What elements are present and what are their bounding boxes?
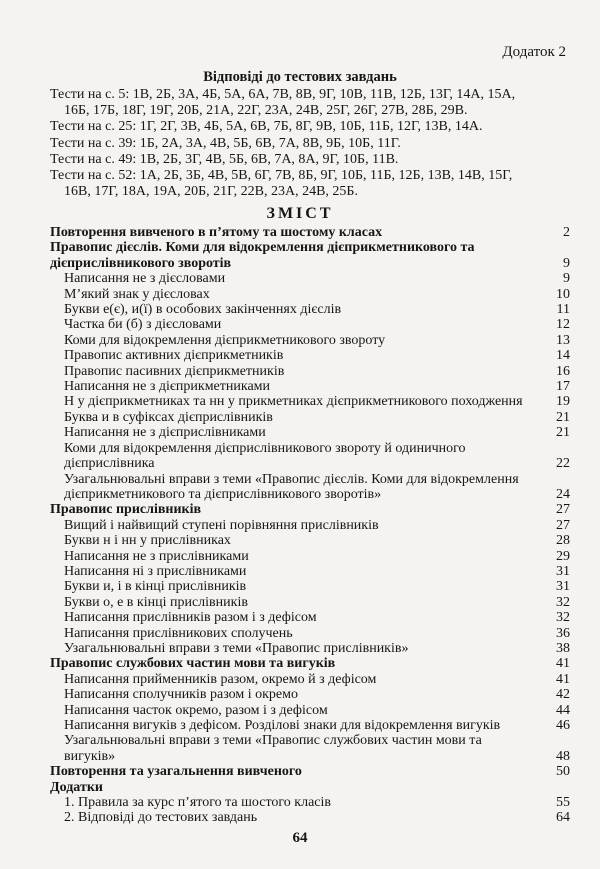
toc-section-entry (50, 240, 570, 271)
toc-entry-page: 21 (556, 409, 570, 425)
toc-entry-title: Узагальнювальні вправи з теми «Правопис дієслів. Коми для відокремлення дієприкметникового та дієприслівникового зворотів» (64, 471, 519, 502)
toc-entry-page: 16 (556, 363, 570, 379)
toc-entry (50, 703, 570, 718)
toc-entry (50, 518, 570, 533)
toc-entry (50, 441, 570, 472)
toc-entry-title: Букви о, е в кінці прислівників (64, 594, 248, 610)
toc-entry-page: 46 (556, 718, 570, 733)
toc-entry (50, 795, 570, 810)
toc-entry-title: Вищий і найвищий ступені порівняння прислівників (64, 517, 379, 533)
toc-entry (50, 610, 570, 625)
toc-entry-title: Буква и в суфіксах дієприслівників (64, 409, 273, 425)
test-answers (50, 87, 580, 200)
toc-entry (50, 379, 570, 394)
toc-entry-title: 1. Правила за курс п’ятого та шостого класів (64, 795, 331, 811)
toc-entry-title: М’який знак у дієсловах (64, 286, 210, 302)
toc-entry-title: Написання ні з прислівниками (64, 563, 247, 579)
test-answers-line: Тести на с. 5: 1В, 2Б, 3А, 4Б, 5А, 6А, 7В, 8В, 9Г, 10В, 11В, 12Б, 13Г, 14А, 15А, (50, 87, 516, 102)
toc-entry (50, 810, 570, 825)
toc-entry-page: 9 (563, 271, 570, 287)
toc-entry-page: 41 (556, 671, 570, 687)
toc-entry-title: Повторення та узагальнення вивченого (50, 764, 302, 780)
toc-entry-page: 13 (556, 332, 570, 348)
toc-entry-title: Узагальнювальні вправи з теми «Правопис службових частин мови та вигуків» (64, 733, 482, 764)
toc-section-entry (50, 780, 570, 795)
toc-entry-page: 32 (556, 610, 570, 626)
toc-entry-page: 12 (556, 317, 570, 333)
toc-entry (50, 564, 570, 579)
toc-entry-page: 24 (556, 486, 570, 502)
toc-entry-page: 31 (556, 579, 570, 595)
toc-entry-page: 29 (556, 548, 570, 564)
toc-entry-title: Правопис пасивних дієприкметників (64, 363, 285, 379)
toc-entry-page: 11 (556, 302, 570, 318)
toc-entry (50, 287, 570, 302)
toc-section-entry (50, 502, 570, 517)
toc-entry-title: Частка би (б) з дієсловами (64, 317, 222, 333)
toc-entry (50, 394, 570, 409)
toc-entry (50, 672, 570, 687)
toc-section-entry (50, 656, 570, 671)
toc-entry-page: 28 (556, 533, 570, 549)
toc-entry-title: Правопис службових частин мови та вигуків (50, 656, 336, 672)
toc-entry-page: 17 (556, 379, 570, 395)
toc-entry-title: Написання часток окремо, разом і з дефісом (64, 702, 328, 718)
toc-entry-page: 21 (556, 425, 570, 441)
toc-entry (50, 549, 570, 564)
test-answers-line: Тести на с. 39: 1Б, 2А, 3А, 4В, 5Б, 6В, 7А, 8В, 9Б, 10Б, 11Г. (50, 135, 401, 151)
appendix-label: Додаток 2 (502, 44, 566, 60)
toc-entry (50, 317, 570, 332)
toc-entry-title: Написання не з дієприслівниками (64, 425, 266, 441)
toc-entry-page: 32 (556, 594, 570, 610)
toc-entry-page: 36 (556, 625, 570, 641)
toc-entry-title: 2. Відповіді до тестових завдань (64, 810, 258, 826)
toc-entry (50, 733, 570, 764)
toc-entry-title: Написання сполучників разом і окремо (64, 687, 299, 703)
toc-entry-page: 14 (556, 348, 570, 364)
toc-entry-title: Написання не з прислівниками (64, 548, 249, 564)
toc-entry-title: Узагальнювальні вправи з теми «Правопис прислівників» (64, 640, 409, 656)
page-number: 64 (292, 830, 308, 846)
toc-entry-page: 55 (556, 795, 570, 811)
toc-entry-title: Написання прийменників разом, окремо й з дефісом (64, 671, 377, 687)
toc-entry-page: 38 (556, 640, 570, 656)
toc-entry-page: 64 (556, 810, 570, 826)
toc-entry-page: 27 (556, 517, 570, 533)
toc-entry-page: 9 (563, 255, 570, 271)
toc-entry-title: Додатки (50, 779, 103, 795)
toc-entry-title: Написання вигуків з дефісом. Розділові знаки для відокремлення вигуків (64, 718, 501, 733)
answers-title: Відповіді до тестових завдань (203, 69, 397, 85)
toc-entry (50, 410, 570, 425)
toc-entry-page: 42 (556, 687, 570, 703)
toc-entry (50, 687, 570, 702)
toc-section-entry (50, 225, 570, 240)
toc-entry-title: Правопис активних дієприкметників (64, 348, 284, 364)
toc-entry-page: 2 (563, 225, 570, 240)
toc-entry-title: Написання прислівникових сполучень (64, 625, 293, 641)
toc-title: ЗМІСТ (266, 205, 334, 222)
toc-entry-title: Букви и, і в кінці прислівників (64, 579, 247, 595)
toc-entry-title: Написання не з дієсловами (64, 271, 226, 287)
toc-entry (50, 302, 570, 317)
toc-entry (50, 364, 570, 379)
toc-entry (50, 348, 570, 363)
table-of-contents (50, 225, 570, 826)
test-answers-line: Тести на с. 25: 1Г, 2Г, 3В, 4Б, 5А, 6В, 7Б, 8Г, 9В, 10Б, 11Б, 12Г, 13В, 14А. (50, 119, 483, 135)
toc-entry-page: 31 (556, 563, 570, 579)
test-answers-line: Тести на с. 49: 1В, 2Б, 3Г, 4В, 5Б, 6В, 7А, 8А, 9Г, 10Б, 11В. (50, 151, 399, 167)
toc-entry-title: Написання прислівників разом і з дефісом (64, 610, 317, 626)
toc-entry-page: 41 (556, 656, 570, 672)
toc-entry-page: 22 (556, 456, 570, 472)
toc-entry-page: 50 (556, 764, 570, 780)
toc-entry (50, 626, 570, 641)
toc-entry (50, 533, 570, 548)
toc-entry-title: Букви е(є), и(ї) в особових закінченнях дієслів (64, 302, 342, 318)
toc-entry-page: 44 (556, 702, 570, 718)
toc-entry (50, 641, 570, 656)
test-answers-line: 16Б, 17Б, 18Г, 19Г, 20Б, 21А, 22Г, 23А, 24В, 25Г, 26Г, 27В, 28Б, 29В. (64, 103, 468, 119)
toc-entry (50, 271, 570, 286)
toc-entry-title: Н у дієприкметниках та нн у прикметниках дієприкметникового походження (64, 394, 523, 410)
toc-entry (50, 579, 570, 594)
test-answers-line: 16В, 17Г, 18А, 19А, 20Б, 21Г, 22В, 23А, 24В, 25Б. (64, 184, 358, 200)
toc-entry-title: Повторення вивченого в п’ятому та шостому класах (50, 225, 383, 240)
toc-entry-page: 27 (556, 502, 570, 518)
toc-entry (50, 425, 570, 440)
test-answers-line: Тести на с. 52: 1А, 2Б, 3Б, 4В, 5В, 6Г, 7В, 8Б, 9Г, 10Б, 11Б, 12Б, 13В, 14В, 15Г, (50, 168, 513, 184)
toc-entry-page: 48 (556, 748, 570, 764)
toc-entry-title: Букви н і нн у прислівниках (64, 533, 231, 549)
toc-entry-title: Правопис дієслів. Коми для відокремлення дієприкметникового та дієприслівникового зворотів (50, 240, 475, 271)
toc-entry-title: Написання не з дієприкметниками (64, 379, 271, 395)
toc-entry-page: 19 (556, 394, 570, 410)
toc-entry-page: 10 (556, 286, 570, 302)
toc-entry-title: Правопис прислівників (50, 502, 202, 518)
toc-section-entry (50, 764, 570, 779)
toc-entry-title: Коми для відокремлення дієприкметникового звороту (64, 332, 386, 348)
toc-entry (50, 472, 570, 503)
toc-entry (50, 595, 570, 610)
toc-entry (50, 333, 570, 348)
toc-entry-title: Коми для відокремлення дієприслівникового звороту й одиничного дієприслівника (64, 440, 466, 472)
toc-entry (50, 718, 570, 733)
